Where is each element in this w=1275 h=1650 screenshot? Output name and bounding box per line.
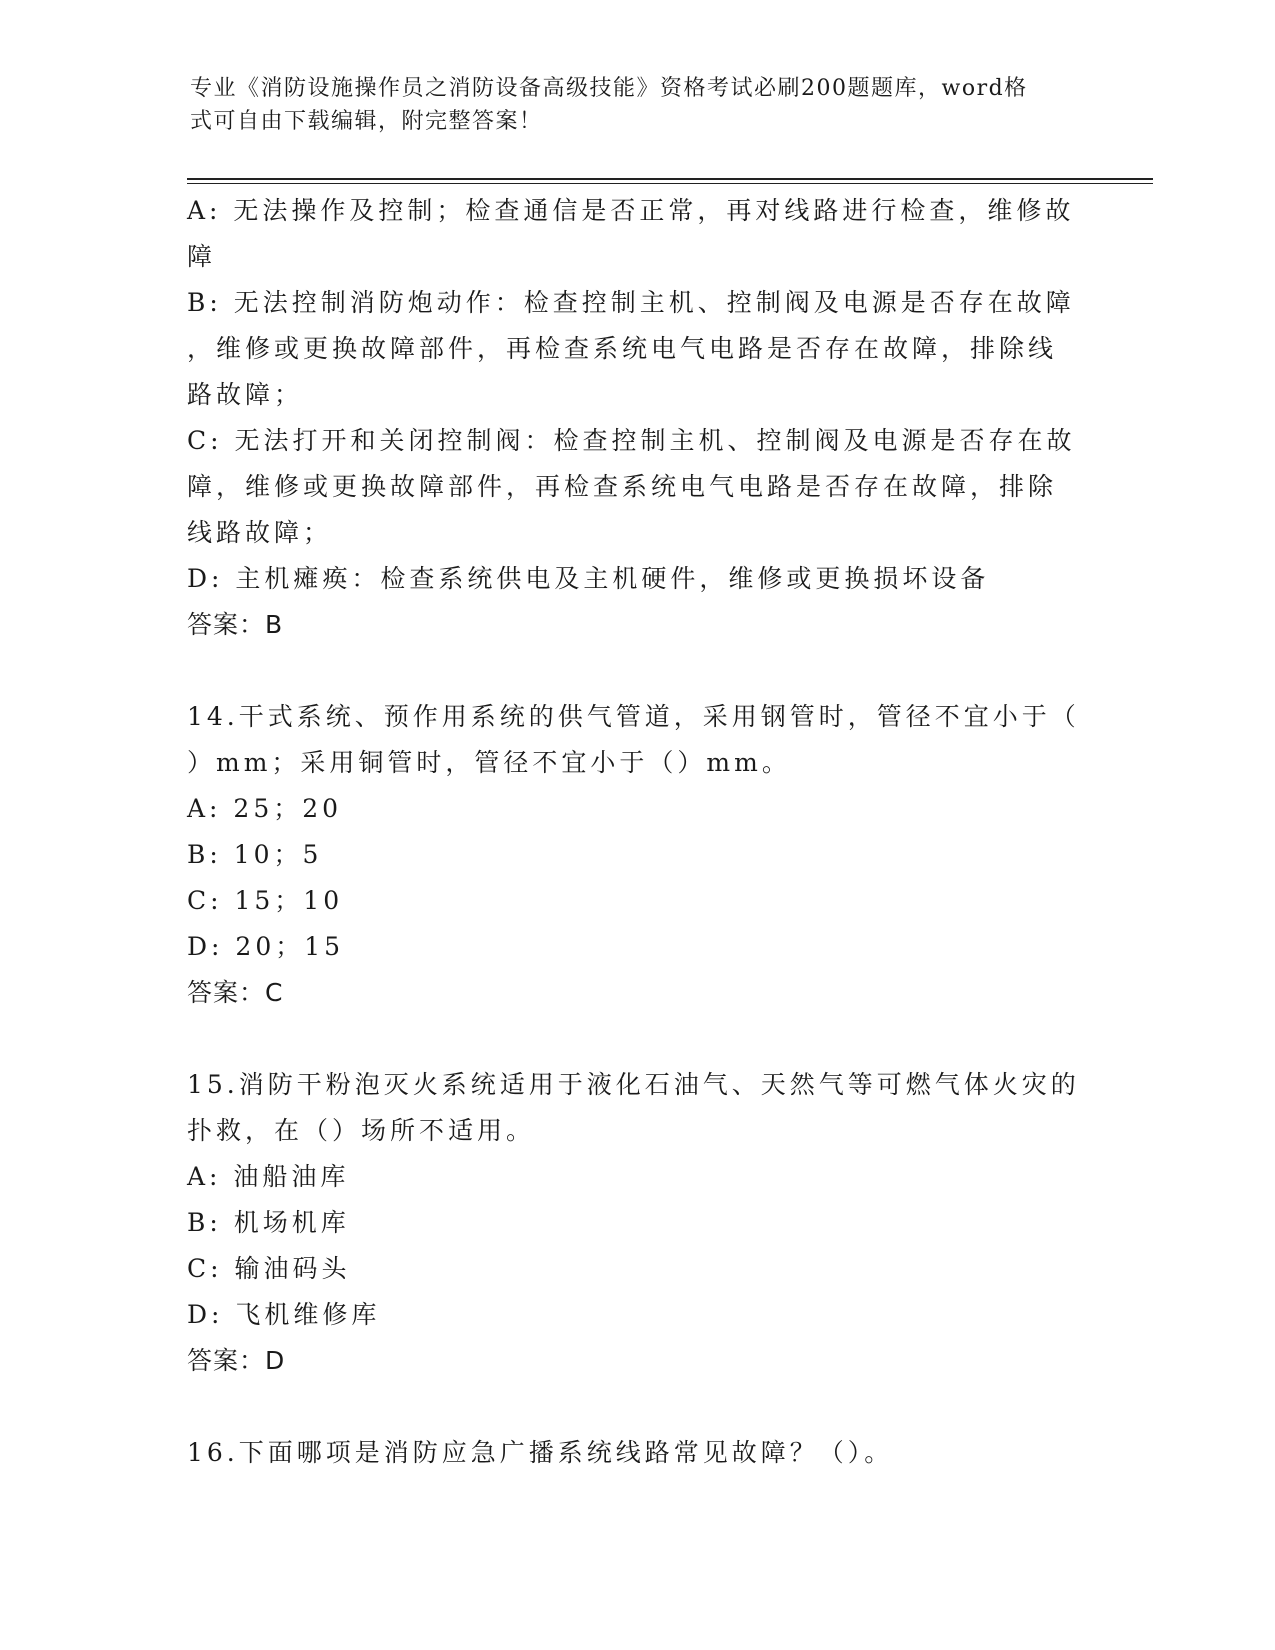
spacer — [187, 648, 1067, 694]
q13-option-d — [187, 556, 1067, 602]
text-line: B: 无法控制消防炮动作：检查控制主机、控制阀及电源是否存在故障 — [187, 288, 1075, 317]
q15-option-c: C: 输油码头 — [187, 1254, 351, 1283]
text-line: 14.干式系统、预作用系统的供气管道，采用钢管时，管径不宜小于（ — [187, 702, 1080, 731]
document-body — [187, 188, 1080, 1476]
q13-option-c — [187, 418, 1076, 556]
q14-answer: 答案：C — [187, 978, 284, 1007]
text-line: 路故障； — [187, 380, 304, 409]
header-line-1: 专业《消防设施操作员之消防设备高级技能》资格考试必刷200题题库，word格 — [190, 76, 1028, 101]
q14-option-c: C: 15；10 — [187, 886, 344, 915]
q15-answer: 答案：D — [187, 1346, 286, 1375]
q13-option-a — [187, 188, 1075, 280]
text-line: ，维修或更换故障部件，再检查系统电气电路是否存在故障，排除线 — [187, 334, 1058, 363]
text-line: 障 — [187, 242, 217, 271]
text-line: 障，维修或更换故障部件，再检查系统电气电路是否存在故障，排除 — [187, 472, 1058, 501]
spacer — [187, 1384, 1067, 1430]
q14-option-a: A: 25；20 — [187, 794, 343, 823]
text-line: A: 无法操作及控制；检查通信是否正常，再对线路进行检查，维修故 — [187, 196, 1075, 225]
text-line: 15.消防干粉泡灭火系统适用于液化石油气、天然气等可燃气体火灾的 — [187, 1070, 1080, 1099]
header-rule-thin — [187, 183, 1153, 184]
q14-option-b: B: 10；5 — [187, 840, 323, 869]
q15-question — [187, 1062, 1080, 1154]
text-line: 扑救，在（）场所不适用。 — [187, 1116, 536, 1145]
spacer — [187, 1016, 1067, 1062]
text-line: C: 无法打开和关闭控制阀：检查控制主机、控制阀及电源是否存在故 — [187, 426, 1076, 455]
header-line-2: 式可自由下载编辑，附完整答案！ — [190, 109, 543, 134]
q15-option-b: B: 机场机库 — [187, 1208, 350, 1237]
q13-answer: 答案：B — [187, 610, 284, 639]
text-line: 16.下面哪项是消防应急广播系统线路常见故障？（）。 — [187, 1438, 894, 1467]
q14-question — [187, 694, 1080, 786]
header-rule-thick — [187, 178, 1153, 180]
text-line: ）mm；采用铜管时，管径不宜小于（）mm。 — [187, 748, 791, 777]
document-header — [190, 72, 1070, 138]
q13-option-b — [187, 280, 1075, 418]
q15-option-d: D: 飞机维修库 — [187, 1300, 381, 1329]
text-line: D: 主机瘫痪：检查系统供电及主机硬件，维修或更换损坏设备 — [187, 564, 990, 593]
text-line: 线路故障； — [187, 518, 333, 547]
q15-option-a: A: 油船油库 — [187, 1162, 350, 1191]
q16-question — [187, 1430, 1067, 1476]
q14-option-d: D: 20；15 — [187, 932, 345, 961]
